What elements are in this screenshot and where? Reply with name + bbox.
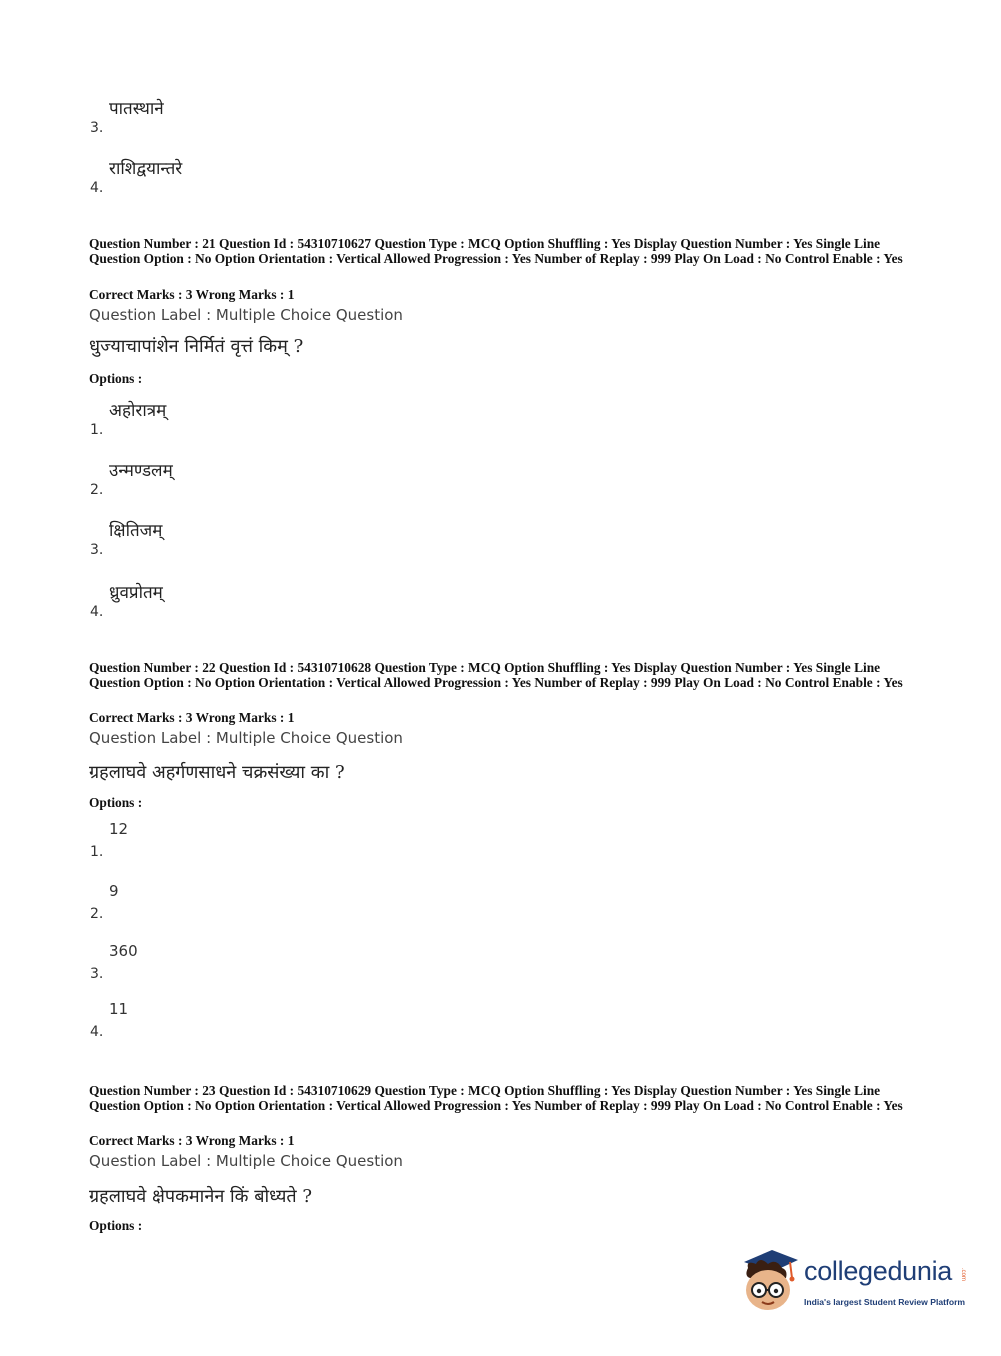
option-number: 4. — [90, 1024, 104, 1040]
question-meta: Question Number : 21 Question Id : 54310710627 Question Type : MCQ Option Shuffling : Yes Display Question Number : Yes Single Line Question Option : No Option Orientation : Vertical Allowed Progression : Yes Number of Replay : 999 Play On Load : No Control Enable : Yes — [89, 236, 903, 266]
question-text: ग्रहलाघवे अहर्गणसाधने चक्रसंख्या का ? — [89, 762, 345, 783]
option-text: 360 — [109, 942, 138, 960]
option-number: 4. — [90, 180, 104, 196]
logo-suffix: .com — [960, 1268, 966, 1282]
question-marks: Correct Marks : 3 Wrong Marks : 1 — [89, 1133, 295, 1148]
options-label: Options : — [89, 1218, 143, 1233]
option-number: 2. — [90, 906, 104, 922]
options-label: Options : — [89, 795, 143, 810]
question-marks: Correct Marks : 3 Wrong Marks : 1 — [89, 287, 295, 302]
option-number: 3. — [90, 542, 104, 558]
option-text: ध्रुवप्रोतम् — [109, 583, 163, 603]
mascot-icon — [738, 1248, 800, 1314]
question-marks: Correct Marks : 3 Wrong Marks : 1 — [89, 710, 295, 725]
option-number: 2. — [90, 482, 104, 498]
option-text: राशिद्वयान्तरे — [109, 159, 183, 179]
option-text: पातस्थाने — [109, 99, 164, 119]
question-label: Question Label : Multiple Choice Question — [89, 729, 403, 747]
question-meta: Question Number : 23 Question Id : 54310710629 Question Type : MCQ Option Shuffling : Yes Display Question Number : Yes Single Line Question Option : No Option Orientation : Vertical Allowed Progression : Yes Number of Replay : 999 Play On Load : No Control Enable : Yes — [89, 1083, 903, 1113]
option-number: 3. — [90, 120, 104, 136]
option-text: 9 — [109, 882, 119, 900]
option-text: 11 — [109, 1000, 129, 1018]
option-number: 4. — [90, 604, 104, 620]
logo-tagline: India's largest Student Review Platform — [804, 1297, 966, 1307]
options-label: Options : — [89, 371, 143, 386]
question-text: ग्रहलाघवे क्षेपकमानेन किं बोध्यते ? — [89, 1186, 313, 1207]
option-text: अहोरात्रम् — [109, 401, 167, 421]
option-number: 1. — [90, 844, 104, 860]
option-text: उन्मण्डलम् — [109, 461, 173, 481]
option-number: 3. — [90, 966, 104, 982]
question-text: धुज्याचापांशेन निर्मितं वृत्तं किम् ? — [89, 336, 304, 357]
question-label: Question Label : Multiple Choice Question — [89, 306, 403, 324]
logo-wordmark: collegedunia — [804, 1256, 953, 1286]
question-label: Question Label : Multiple Choice Question — [89, 1152, 403, 1170]
collegedunia-logo — [738, 1248, 970, 1314]
option-text: 12 — [109, 820, 129, 838]
option-text: क्षितिजम् — [109, 521, 163, 541]
question-meta: Question Number : 22 Question Id : 54310710628 Question Type : MCQ Option Shuffling : Yes Display Question Number : Yes Single Line Question Option : No Option Orientation : Vertical Allowed Progression : Yes Number of Replay : 999 Play On Load : No Control Enable : Yes — [89, 660, 903, 690]
option-number: 1. — [90, 422, 104, 438]
